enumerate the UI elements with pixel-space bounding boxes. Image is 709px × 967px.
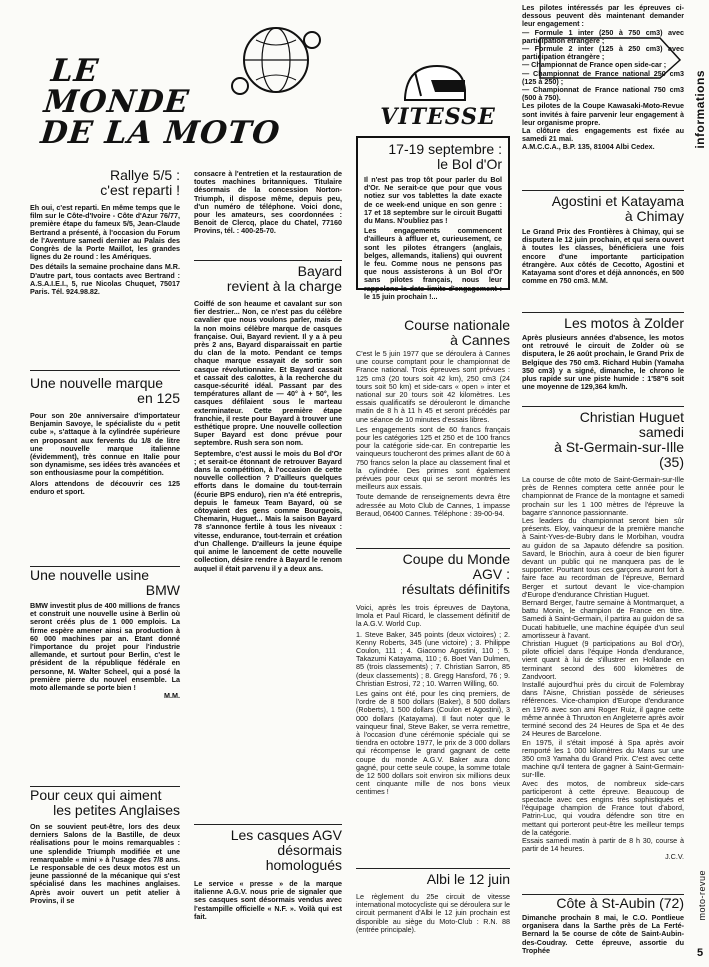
huguet-body-5: Installé aujourd'hui près du circuit de Folembray dans l'Aisne, Christian possède de sérieuses références. Vice-champion d'Europe d'endurance en 1976 avec son ami Roger Ruiz, il gagne cette même année à Thruxton en Angleterre après avoir terminé second des 24 Heures de Spa et 4e des 24 Heures de Barcelone.	[522, 680, 684, 739]
page-number: 5	[697, 947, 704, 959]
bmw-body: BMW investit plus de 400 millions de francs et construit une nouvelle usine à Berlin où seront créés plus de 1 000 emplois. La firme espère amener ainsi sa production à 60 000 machines par an. Etant donné l'importance du projet pour l'industrie allemande, et surtout pour Berlin, c'est le président de la république fédérale en personne, M. Walter Scheel, qui a posé la première pierre du nouvel ensemble. La moto allemande se porte bien !	[30, 601, 180, 693]
huguet-title-4: (35)	[659, 454, 684, 470]
top-list-3: — Championnat de France open side-car ;	[522, 60, 667, 70]
coupe-body: Voici, après les trois épreuves de Daytona, Imola et Paul Ricard, le classement définitif de la A.G.V. World Cup.	[356, 603, 510, 629]
agostini-body: Le Grand Prix des Frontières à Chimay, qui se disputera le 12 juin prochain, et qui sera ouvert à toutes les classes, bénéficiera une fois encore d'une importante participation étrangère. Aux côtés de Cecotto, Agostini et Katayama sont d'ores et déjà annoncés, en 500 comme en 750 cm3. M.M.	[522, 227, 684, 286]
top-list-2: — Formule 2 inter (125 à 250 cm3) avec participation étrangère ;	[522, 44, 684, 62]
bmw-title-1: Une nouvelle usine	[30, 567, 150, 583]
huguet-body: La course de côte moto de Saint-Germain-sur-Ille près de Rennes comptera cette année pour le championnat de France de la montagne et samedi prochain sur les 1 100 mètres de l'épreuve la bagarre s'annonce passionnante.	[522, 475, 684, 517]
rallye-title-2: c'est reparti !	[100, 182, 180, 198]
logo-line-1: LE	[49, 53, 101, 89]
bol-box	[356, 136, 510, 301]
coupe-body-2: 1. Steve Baker, 345 points (deux victoires) ; 2. Kenny Roberts, 345 (une victoire) ; 3. Philippe Coulon, 111 ; 4. Giacomo Agostini, 110 ; 5. Takazumi Katayama, 110 ; 6. Boet Van Dulmen, 85 (trois classements) ; 7. Christian Sarron, 85 (deux classements) ; 8. Gregg Hansford, 76 ; 9. Christian Estrosi, 72 ; 10. Warren Willing, 60.	[356, 629, 510, 688]
rallye-body-2: Des détails la semaine prochaine dans M.R. D'autre part, tous contacts avec Bertrand : A.S.A.I.E.I., 5, rue Nicolas Chuquet, 75017 Paris. Tél. 924.98.82.	[30, 262, 180, 297]
agv-body: Le service « presse » de la marque italienne A.G.V. nous prie de signaler que ses casques sont désormais vendus avec l'estampille officielle « N.F. ». Voilà qui est fait.	[194, 879, 342, 921]
agostini-title-2: à Chimay	[624, 208, 684, 224]
top-list-4: — Championnat de France national 250 cm3 (125 à 250) ;	[522, 68, 684, 86]
logo-title	[38, 53, 329, 151]
bmw-sign: M.M.	[164, 691, 180, 701]
agostini-title-1: Agostini et Katayama	[551, 193, 684, 209]
bayard-body-2: Septembre, c'est aussi le mois du Bol d'Or ; et serait-ce étonnant de retrouver Bayard dans la compétition, à l'occasion de cette nouvelle collection ? D'ailleurs quelques efforts dans le domaine du tout-terrain (écurie BPS enduro), rien n'a été entrepris, depuis le fameux Team Bayard, où se côtoyaient des gens comme Bourgeois, Chemarin, Huguet... Mais la saison Bayard 78 s'annonce fertile à tous les niveaux : vitesse, endurance, tout-terrain et création d'un Challenge. D'ailleurs la jeune équipe qui anime le lancement de cette nouvelle collection, désire rendre à Bayard le renom auquel il était parvenu il y a deux ans.	[194, 448, 342, 573]
logo-line-3: DE LA MOTO	[38, 115, 283, 151]
intro-body: consacre à l'entretien et la restauration de toutes machines britanniques. Titulaire désormais de la concession Norton-Triumph, il dispose même, depuis peu, d'un numéro de téléphone. Voici donc, pour les amateurs, ses coordonnées : Benoit de Clercq, place du Chatel, 77160 Provins, tél. : 400-25-70.	[194, 169, 342, 236]
top-list-1: — Formule 1 inter (250 à 750 cm3) avec participation étrangère ;	[522, 27, 684, 45]
bayard-title-2: revient à la charge	[226, 278, 342, 294]
agv-title-3: homologués	[265, 857, 342, 873]
marque-title-1: Une nouvelle marque	[30, 375, 164, 391]
agv-title-2: désormais	[277, 842, 342, 858]
marque-body-2: Alors attendons de découvrir ces 125 enduro et sport.	[30, 478, 180, 496]
huguet-body-7: Avec des motos, de nombreux side-cars participeront à cette épreuve. Beaucoup de spectacle avec ces engins très sophistiqués et l'équipage champion de France tout d'abord, Patrin-Luc, qui voudra défendre son titre en mettant qui porteront peut-être les meilleur temps de la catégorie.	[522, 778, 684, 837]
anglaises-title-2: les petites Anglaises	[53, 802, 180, 818]
coupe-title-1: Coupe du Monde	[402, 551, 510, 567]
vitesse-heading: VITESSE	[380, 104, 496, 130]
bmw-title-2: BMW	[145, 582, 180, 598]
coupe-title-2: AGV :	[472, 566, 510, 582]
huguet-body-4: Christian Huguet (9 participations au Bol d'Or), pilote officiel dans l'équipe Honda d'endurance, vient quant à lui de s'illustrer en Hollande en terminant second des 600 kilomètres de Zandvoort.	[522, 639, 684, 681]
cannes-body-3: Toute demande de renseignements devra être adressée au Moto Club de Cannes, 1 impasse Beraud, 06400 Cannes. Téléphone : 39-00-94.	[356, 492, 510, 518]
magazine-label: moto-revue	[697, 870, 707, 921]
coupe-title-3: résultats définitifs	[401, 581, 510, 597]
bayard-title-1: Bayard	[297, 263, 342, 279]
top-body: Les pilotes intéressés par les épreuves ci-dessous peuvent dès maintenant demander leur engagement :	[522, 3, 684, 29]
bol-body: Il n'est pas trop tôt pour parler du Bol d'Or. Ne serait-ce que pour que vous notiez sur vos tablettes la date exacte de ce week-end unique en son genre : 17 et 18 septembre sur le circuit Bugatti du Mans. N'oubliez pas !	[364, 175, 502, 226]
marque-title-2: en 125	[137, 390, 180, 406]
bol-title-2: le Bol d'Or	[437, 156, 502, 172]
agv-title-1: Les casques AGV	[230, 827, 342, 843]
huguet-title-2: samedi	[638, 424, 684, 440]
helmet-illustration	[395, 58, 475, 108]
top-body-4: A.M.C.C.A., B.P. 135, 81004 Albi Cedex.	[522, 142, 655, 152]
aubin-body: Dimanche prochain 8 mai, le C.O. Pontlieue organisera dans la Sarthe près de La Ferté-Bernard la 5e course de côte de Saint-Aubin-des-Coudray. Cette épreuve, assortie du Trophée	[522, 913, 684, 955]
anglaises-title-1: Pour ceux qui aiment	[30, 787, 162, 803]
huguet-sign: J.C.V.	[665, 852, 684, 862]
anglaises-body: On se souvient peut-être, lors des deux derniers Salons de la Bastille, de deux réalisations pour le moins remarquables : une splendide Triumph modifiée et une remarquable « mini » à l'usage des 7/8 ans. Le responsable de ces deux motos est un jeune passionné de la mécanique qui s'est spécialisé dans les machines anglaises. Après avoir ouvert un petit atelier à Provins, il se	[30, 822, 180, 905]
huguet-body-8: Essais samedi matin à partir de 8 h 30, course à partir de 14 heures.	[522, 835, 684, 854]
huguet-body-6: En 1975, il s'était imposé à Spa après avoir remporté les 1 000 kilomètres du Mans sur une 350 cm3 Yamaha du Grand Prix. C'est avec cette machine qu'il tentera de gagner à Saint-Germain-sur-Ille.	[522, 737, 684, 780]
zolder-title: Les motos à Zolder	[564, 315, 684, 331]
coupe-body-3: Les gains ont été, pour les cinq premiers, de l'ordre de 8 500 dollars (Baker), 8 500 dollars (Roberts), 1 500 dollars (Coulon et Agostini), 3 000 dollars (Katayama). Il faut noter que le vainqueur final, Steve Baker, se verra remettre, à l'occasion d'une cérémonie spéciale qui se tiendra en octobre 1977, le prix de 3 000 dollars qui récompense le grand gagnant de cette coupe du monde A.G.V. Baker aura donc gagné, pour cette seule coupe, la somme totale de 12 500 dollars soit environ six millions deux cent cinquante mille de nos bons vieux centimes !	[356, 689, 510, 797]
albi-body: Le règlement du 25e circuit de vitesse international motocycliste qui se déroulera sur le circuit permanent d'Albi le 12 juin prochain est disponible au siège du Moto-Club : R.N. 88 (entrée principale).	[356, 892, 510, 934]
bol-title-1: 17-19 septembre :	[388, 141, 502, 157]
top-list-5: — Championnat de France national 750 cm3 (500 à 750).	[522, 85, 684, 103]
cannes-body-2: Les engagements sont de 60 francs français pour les catégories 125 et 250 et de 100 francs pour la catégorie side-car. En contrepartie les vainqueurs toucheront des primes allant de 60 à 750 francs selon la place au classement final et la cylindrée. Des primes sont également prévues pour ceux qui se seront montrés les meilleurs aux essais.	[356, 424, 510, 492]
huguet-body-2: Les leaders du championnat seront bien sûr présents. Eloy, vainqueur de la première manche à Saint-Yves-de-Bubry dans le Morbihan, voudra au guidon de sa Japauto défendre sa position. Savard, le Briochin, aura à coeur de bien figurer devant un public qui ne manquera pas de le supporter. Pourtant tous ces garçons auront fort à faire face au recordman de l'épreuve, Bernard Berger et surtout devant le vice-champion d'Europe d'endurance Christian Huguet.	[522, 516, 684, 599]
top-body-3: La clôture des engagements est fixée au samedi 21 mai.	[522, 126, 684, 144]
huguet-title-1: Christian Huguet	[579, 409, 684, 425]
section-label: informations	[693, 70, 707, 149]
cannes-title-1: Course nationale	[404, 317, 510, 333]
top-body-2: Les pilotes de la Coupe Kawasaki-Moto-Revue sont invités à faire parvenir leur engagement à leur organisme propre.	[522, 101, 684, 127]
cannes-title-2: à Cannes	[450, 332, 510, 348]
bol-body-2: Les engagements commencent d'ailleurs à affluer et, curieusement, ce sont les pilotes étrangers (anglais, belges, allemands, italiens) qui ouvrent le feu. Comme nous ne pensons pas que nous assisterons à un Bol d'Or sans pilotes français, nous leur rappelons la date limite d'engagement : le 15 juin prochain !...	[364, 226, 502, 301]
huguet-body-3: Bernard Berger, l'autre semaine à Montmarquet, a battu Monin, le champion de France en titre. Samedi à Saint-Germain, il partira au guidon de sa Ducati habituelle, une machine équipée d'un seul amortisseur à l'avant.	[522, 598, 684, 640]
marque-body: Pour son 20e anniversaire d'importateur Benjamin Savoye, le spécialiste du « petit cube », s'attaque à la cylindrée supérieure en proposant aux fervents du 1/8 de litre une nouvelle marque italienne (évidemment), très connue en Italie pour son dynamisme, ses idées très avancées et son enthousiasme pour la compétition.	[30, 411, 180, 478]
aubin-title: Côte à St-Aubin (72)	[556, 895, 684, 911]
zolder-body: Après plusieurs années d'absence, les motos ont retrouvé le circuit de Zolder où se disputera, le 26 août prochain, le Grand Prix de Belgique des 750 cm3. Richard Hubin (Yamaha 350 cm3) y a signé, dimanche, le chrono le plus rapide sur une piste humide : 1'58"6 soit une moyenne de 129,364 km/h.	[522, 333, 684, 392]
rallye-body: Eh oui, c'est reparti. En même temps que le film sur le Côte-d'Ivoire - Côte d'Azur 76/77, première étape du fameux 5/5, Jean-Claude Bertrand a présenté, à l'occasion du Forum de l'Aventure samedi dernier au Palais des Congrès de la Porte Maillot, les grandes lignes du 2e round : les Amériques.	[30, 203, 180, 262]
rallye-title-1: Rallye 5/5 :	[109, 167, 180, 183]
logo-line-2: MONDE	[42, 84, 192, 120]
cannes-body: C'est le 5 juin 1977 que se déroulera à Cannes une course comptant pour le championnat de France national. Trois épreuves sont prévues : 125 cm3 (20 tours soit 42 km), 250 cm3 (24 tours soit 50 km) et side-cars « open » inter et national sur 20 tours soit 42 kilomètres. Les essais qualificatifs se dérouleront le dimanche matin de 8 h à 11 h 45 et seront précédés par une séance de 10 minutes d'essais libres.	[356, 349, 510, 424]
bayard-body: Coiffé de son heaume et cavalant sur son fier destrier... Non, ce n'est pas du célèbre cavalier que nous voulons parler, mais de la non moins célèbre marque de casques française. Oui, Bayard revient. Il y a à peu près 2 ans, Bayard disparaissait en partie du clan de la moto. Pendant ce temps chaque marque essayait de sortir son casque révolutionnaire. Et Bayard cassait et cassait des calottes, à la recherche du casque-sécurité idéal. Passant par des températures allant de — 40° à + 50°, les casques défilaient sous le marteau exterminateur. Cette première étape franchie, il reste pour Bayard à trouver une esthétique propre. Une nouvelle collection Super Bayard est donc prévue pour septembre. Rush sera son nom.	[194, 299, 342, 448]
huguet-title-3: à St-Germain-sur-Ille	[554, 439, 684, 455]
albi-title: Albi le 12 juin	[426, 871, 510, 887]
